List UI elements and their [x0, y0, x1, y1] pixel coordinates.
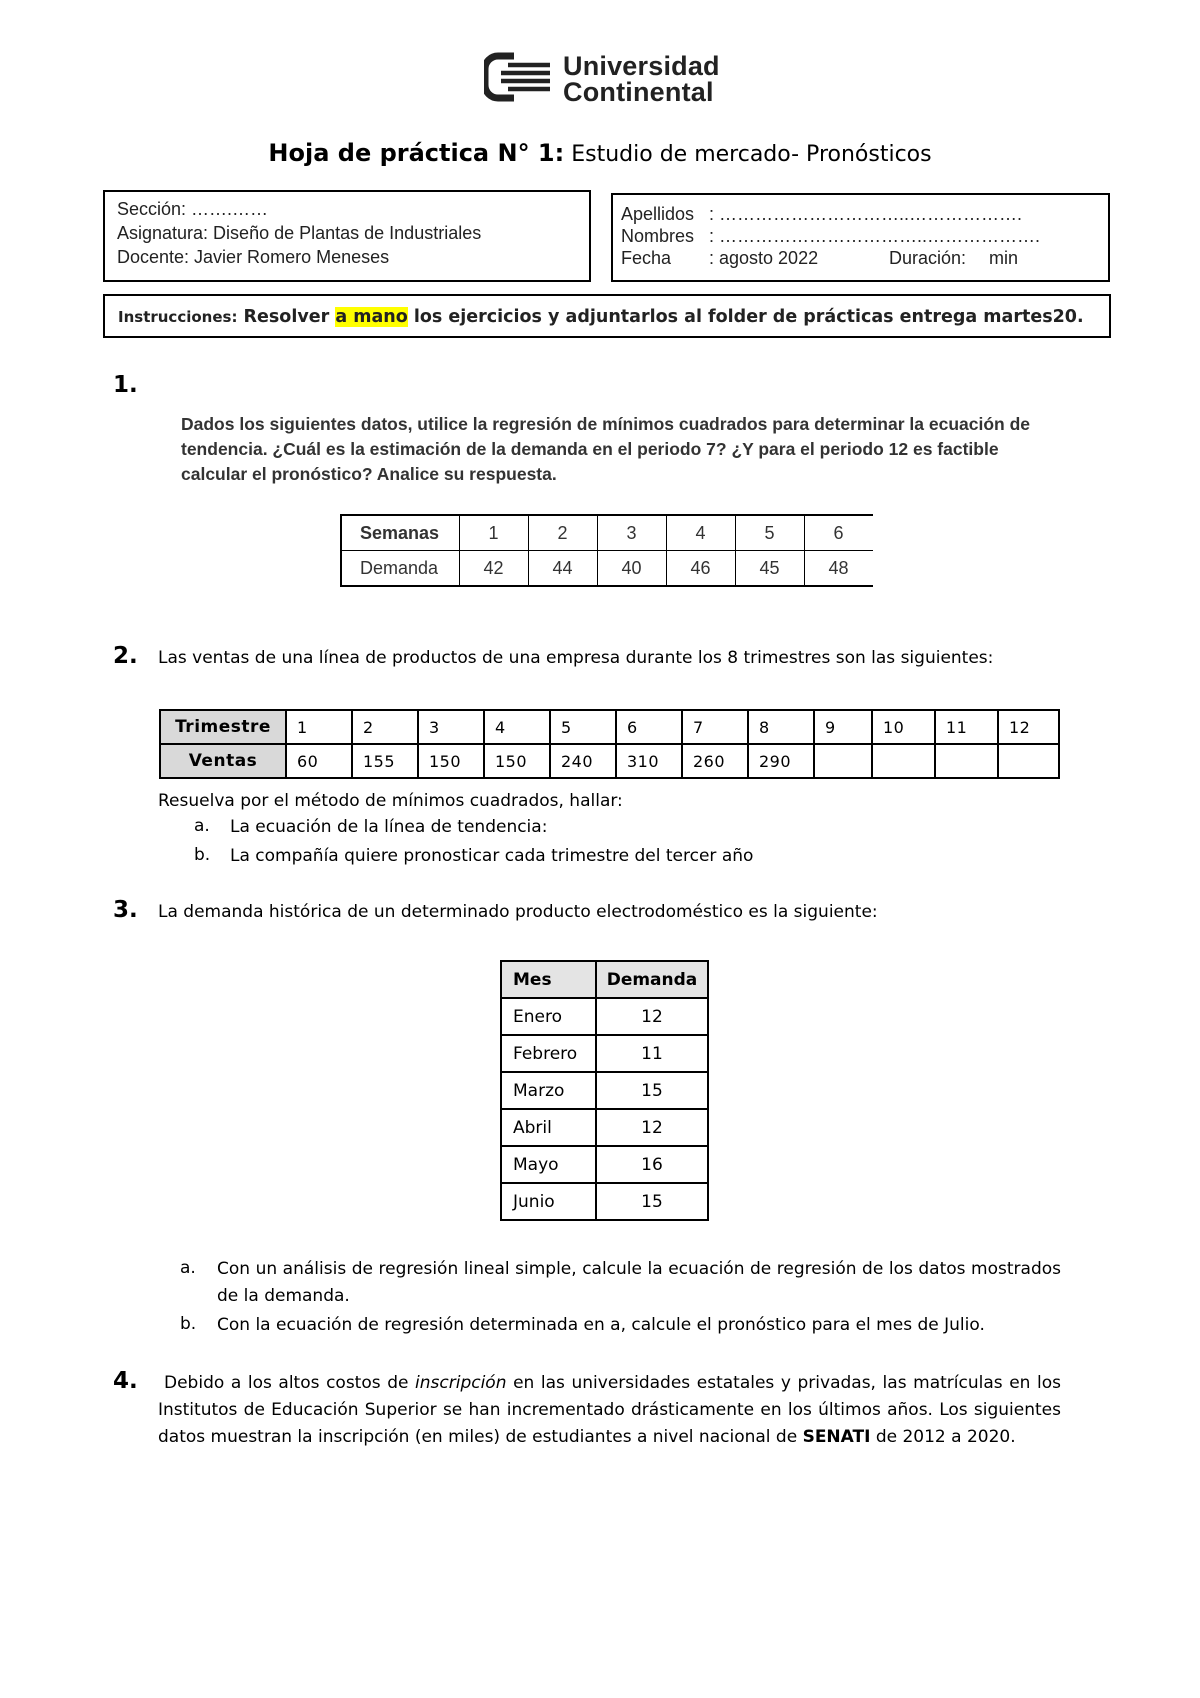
instructions-highlight: a mano: [335, 307, 408, 327]
q3-demanda-cell: 16: [596, 1146, 708, 1183]
q1-text: Dados los siguientes datos, utilice la regresión de mínimos cuadrados para determinar la ecuación de tendencia. ¿Cuál es la estimación de la demanda en el periodo 7? ¿Y para el periodo 12 es factible calcular el pronóstico? Analice su respuesta.: [181, 414, 1031, 484]
q1-table-row: [341, 515, 873, 551]
q2-table-row: [160, 710, 1059, 744]
q3-mes-cell: Abril: [501, 1109, 596, 1146]
table-row: [501, 1035, 708, 1072]
q3-header-demanda: Demanda: [596, 961, 708, 998]
q1-number: 1.: [113, 372, 138, 398]
q3-mes-cell: Junio: [501, 1183, 596, 1220]
q1-cell: 2: [528, 515, 597, 551]
q1-cell: 46: [666, 551, 735, 587]
q2-table-row: [160, 744, 1059, 778]
university-logo: [484, 52, 724, 108]
q3-demanda-cell: 12: [596, 1109, 708, 1146]
q1-row1-label: Semanas: [341, 515, 459, 551]
q3-item-text: Con un análisis de regresión lineal simple, calcule la ecuación de regresión de los datos mostrados de la demanda.: [217, 1259, 1061, 1306]
q2-cell: 8: [748, 710, 814, 744]
q1-cell: 1: [459, 515, 528, 551]
q3-demanda-cell: 15: [596, 1072, 708, 1109]
title-bold: Hoja de práctica N° 1:: [268, 139, 565, 167]
q2-cell: 60: [286, 744, 352, 778]
logo-line-2: Continental: [563, 77, 714, 107]
q3-header-mes: Mes: [501, 961, 596, 998]
q1-table: [340, 514, 873, 587]
table-row: [501, 1109, 708, 1146]
q1-cell: 44: [528, 551, 597, 587]
apellidos-row: [621, 203, 1100, 225]
instructions-box: [103, 294, 1111, 338]
q1-cell: 48: [804, 551, 873, 587]
table-row: [501, 1183, 708, 1220]
fecha-label: Fecha: [621, 248, 672, 268]
q2-cell: 6: [616, 710, 682, 744]
q2-cell: 155: [352, 744, 418, 778]
continental-logo-icon: [484, 52, 556, 102]
q2-cell: 4: [484, 710, 550, 744]
q2-cell: 290: [748, 744, 814, 778]
q3-number: 3.: [113, 897, 138, 923]
nombres-value: : ……………………………..……………….: [709, 226, 1041, 246]
q3-mes-cell: Marzo: [501, 1072, 596, 1109]
q3-demanda-cell: 15: [596, 1183, 708, 1220]
q4-number: 4.: [113, 1368, 138, 1394]
page-title: [0, 138, 1200, 170]
q3-mes-cell: Enero: [501, 998, 596, 1035]
q3-table: [500, 960, 709, 1221]
seccion-field: Sección: …….……: [117, 199, 269, 219]
table-row: [501, 998, 708, 1035]
q3-demanda-cell: 11: [596, 1035, 708, 1072]
instructions-pre: Resolver: [243, 307, 330, 327]
q2-cell: 10: [872, 710, 935, 744]
student-info-box: [611, 193, 1110, 282]
instructions-post: los ejercicios y adjuntarlos al folder de prácticas entrega martes20.: [413, 307, 1084, 327]
q2-cell: 2: [352, 710, 418, 744]
q3-item-letter: a.: [180, 1258, 196, 1278]
apellidos-label: Apellidos: [621, 204, 695, 224]
q1-cell: 4: [666, 515, 735, 551]
table-row: [501, 1146, 708, 1183]
q2-cell: [935, 744, 998, 778]
q2-cell: 260: [682, 744, 748, 778]
q2-cell: [998, 744, 1059, 778]
fecha-row: [621, 247, 1100, 269]
q2-cell: [814, 744, 872, 778]
q4-text-1: Debido a los altos costos de: [164, 1373, 409, 1393]
q2-item-text: La ecuación de la línea de tendencia:: [230, 817, 548, 837]
q2-table: [159, 709, 1060, 779]
q2-item-letter: b.: [194, 845, 211, 865]
q2-cell: 9: [814, 710, 872, 744]
q3-demanda-cell: 12: [596, 998, 708, 1035]
q2-cell: 310: [616, 744, 682, 778]
q3-mes-cell: Mayo: [501, 1146, 596, 1183]
duracion-value: min: [989, 248, 1019, 268]
q4-text-bold: SENATI: [802, 1427, 871, 1447]
q3-table-header: [501, 961, 708, 998]
q2-cell: 3: [418, 710, 484, 744]
q2-cell: [872, 744, 935, 778]
nombres-label: Nombres: [621, 226, 695, 246]
duracion-label: Duración:: [889, 248, 967, 268]
q4-text-2: en las universidades estatales y privadas, las matrículas en los Institutos de Educación Superior se han incrementado drásticamente en los últimos años. Los siguientes datos muestran la inscripción (en miles) de estudiantes a nivel nacional de: [158, 1373, 1061, 1447]
q2-text: Las ventas de una línea de productos de una empresa durante los 8 trimestres son las siguientes:: [158, 648, 994, 668]
q1-cell: 6: [804, 515, 873, 551]
q3-item-letter: b.: [180, 1314, 197, 1334]
q2-after-text: Resuelva por el método de mínimos cuadrados, hallar:: [158, 791, 623, 811]
asignatura-field: Asignatura: Diseño de Plantas de Industriales: [117, 223, 482, 243]
q1-cell: 42: [459, 551, 528, 587]
q2-cell: 5: [550, 710, 616, 744]
q1-cell: 45: [735, 551, 804, 587]
table-row: [501, 1072, 708, 1109]
q2-cell: 12: [998, 710, 1059, 744]
q1-cell: 3: [597, 515, 666, 551]
title-rest: Estudio de mercado- Pronósticos: [571, 142, 932, 167]
q1-cell: 5: [735, 515, 804, 551]
q1-cell: 40: [597, 551, 666, 587]
q3-mes-cell: Febrero: [501, 1035, 596, 1072]
q4-text-3: de 2012 a 2020.: [875, 1427, 1016, 1447]
apellidos-value: : …………………………..……………….: [709, 204, 1023, 224]
docente-field: Docente: Javier Romero Meneses: [117, 247, 390, 267]
q1-table-row: [341, 551, 873, 587]
q4-text: [158, 1370, 1061, 1451]
q2-item-text: La compañía quiere pronosticar cada trimestre del tercer año: [230, 846, 754, 866]
q1-row2-label: Demanda: [341, 551, 459, 587]
q2-cell: 7: [682, 710, 748, 744]
q2-cell: 1: [286, 710, 352, 744]
q2-cell: 240: [550, 744, 616, 778]
q2-number: 2.: [113, 643, 138, 669]
q2-item-letter: a.: [194, 816, 210, 836]
course-info-box: [103, 190, 591, 282]
q3-text: La demanda histórica de un determinado producto electrodoméstico es la siguiente:: [158, 902, 878, 922]
fecha-value: : agosto 2022: [709, 248, 819, 268]
q2-cell: 11: [935, 710, 998, 744]
logo-line-1: Universidad: [563, 51, 720, 81]
q4-text-italic: inscripción: [415, 1373, 507, 1393]
q2-row2-label: Ventas: [160, 744, 286, 778]
instructions-label: Instrucciones:: [118, 308, 238, 326]
nombres-row: [621, 225, 1100, 247]
q2-cell: 150: [484, 744, 550, 778]
q2-row1-label: Trimestre: [160, 710, 286, 744]
q2-cell: 150: [418, 744, 484, 778]
q3-item-text: Con la ecuación de regresión determinada en a, calcule el pronóstico para el mes de Julio.: [217, 1315, 985, 1335]
